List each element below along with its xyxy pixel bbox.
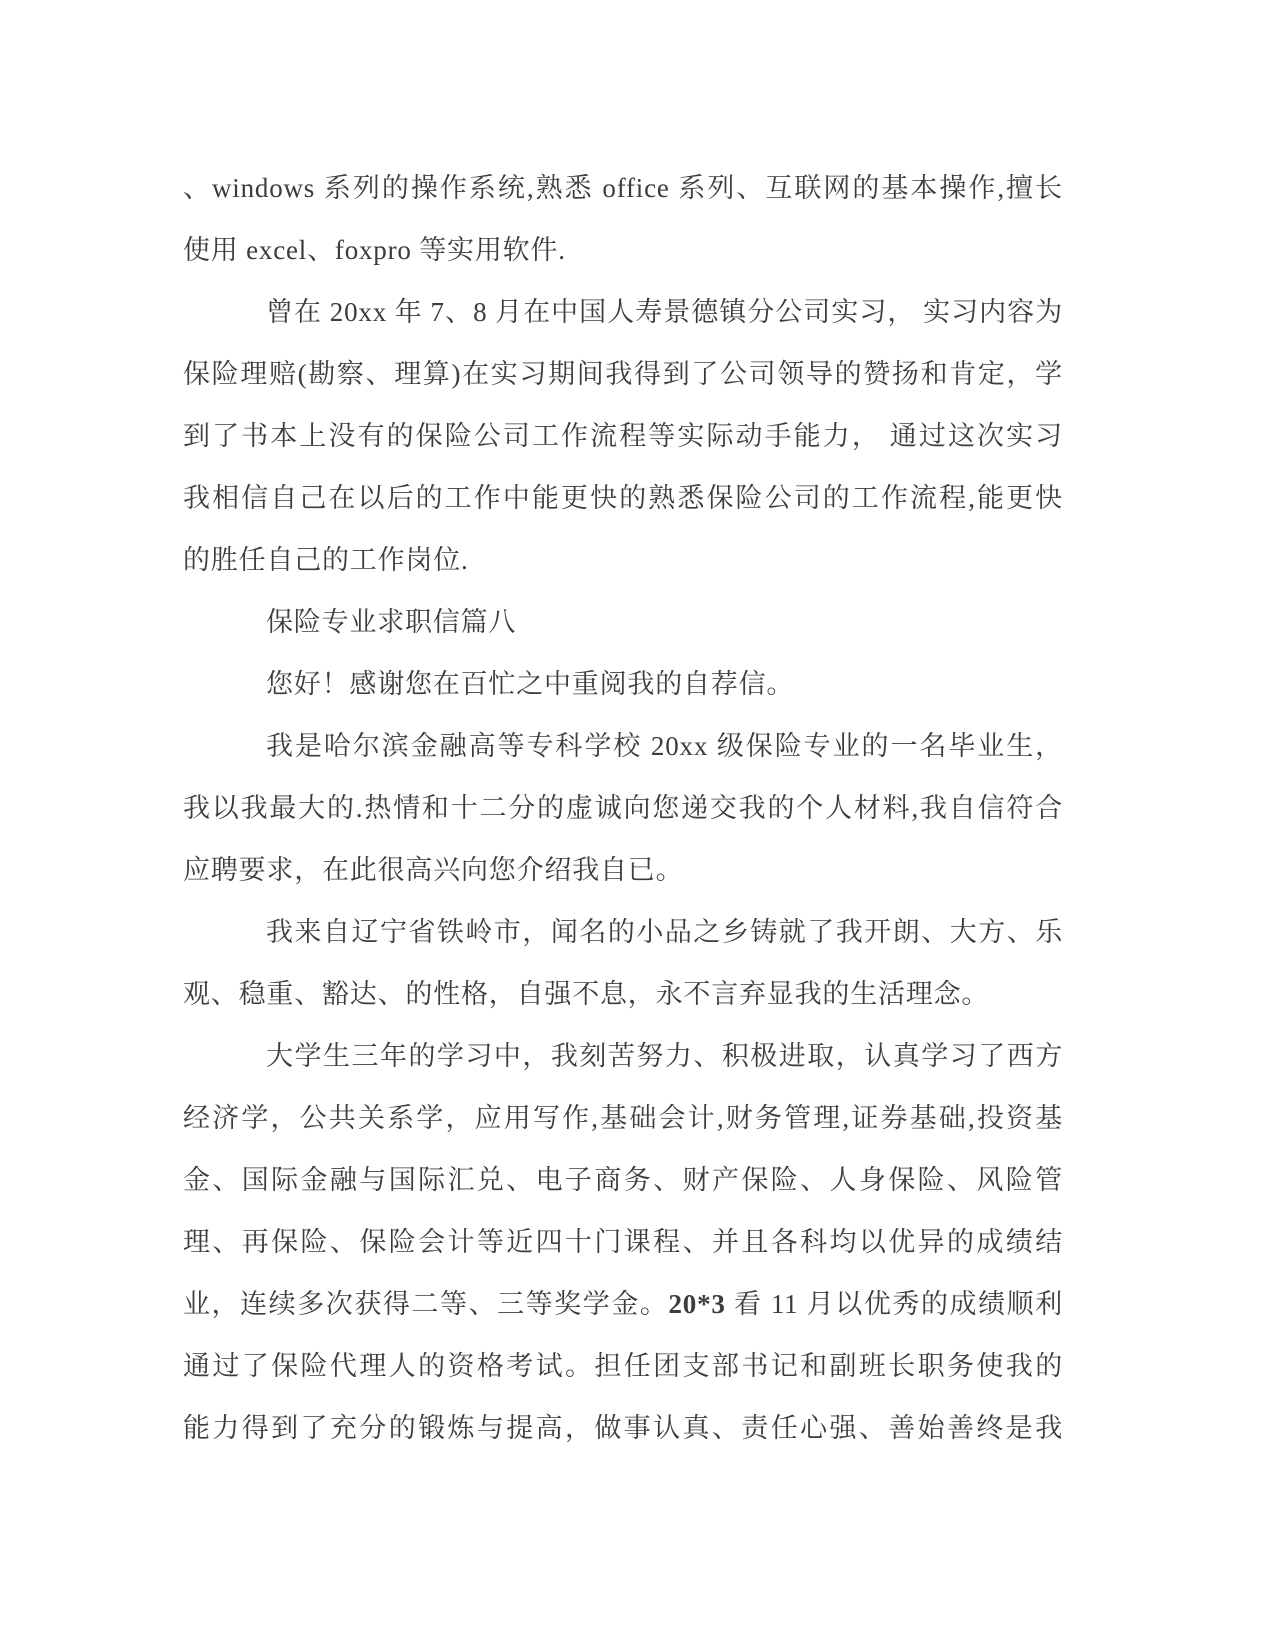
text-line: 使用 excel、foxpro 等实用软件. xyxy=(183,235,566,265)
text-line: 我来自辽宁省铁岭市，闻名的小品之乡铸就了我开朗、大方、乐 xyxy=(266,917,1063,947)
bold-text-segment: 20*3 xyxy=(668,1289,726,1319)
text-line: 理、再保险、保险会计等近四十门课程、并且各科均以优异的成绩结 xyxy=(183,1227,1063,1257)
section-title-line: 保险专业求职信篇八 xyxy=(266,607,517,637)
document-text-block xyxy=(183,157,1063,1459)
text-line: 您好！感谢您在百忙之中重阅我的自荐信。 xyxy=(266,669,795,699)
text-line: 到了书本上没有的保险公司工作流程等实际动手能力， 通过这次实习 xyxy=(183,421,1063,451)
text-line: 通过了保险代理人的资格考试。担任团支部书记和副班长职务使我的 xyxy=(183,1351,1063,1381)
text-line: 曾在 20xx 年 7、8 月在中国人寿景德镇分公司实习， 实习内容为 xyxy=(266,297,1063,327)
text-line: 大学生三年的学习中，我刻苦努力、积极进取，认真学习了西方 xyxy=(266,1041,1063,1071)
text-line: 我以我最大的.热情和十二分的虚诚向您递交我的个人材料,我自信符合 xyxy=(183,793,1063,823)
text-line: 我相信自己在以后的工作中能更快的熟悉保险公司的工作流程,能更快 xyxy=(183,483,1063,513)
text-line: 应聘要求，在此很高兴向您介绍我自已。 xyxy=(183,855,684,885)
text-segment: 业，连续多次获得二等、三等奖学金。 xyxy=(183,1289,669,1319)
text-line: 的胜任自己的工作岗位. xyxy=(183,545,469,575)
text-line xyxy=(183,1273,1063,1335)
text-line: 我是哈尔滨金融高等专科学校 20xx 级保险专业的一名毕业生， xyxy=(266,731,1063,761)
text-line: 、windows 系列的操作系统,熟悉 office 系列、互联网的基本操作,擅长 xyxy=(183,173,1063,203)
text-line: 能力得到了充分的锻炼与提高，做事认真、责任心强、善始善终是我 xyxy=(183,1413,1063,1443)
text-line: 观、稳重、豁达、的性格，自强不息，永不言弃显我的生活理念。 xyxy=(183,979,990,1009)
text-segment: 看 11 月以优秀的成绩顺利 xyxy=(725,1289,1063,1319)
text-line: 经济学，公共关系学，应用写作,基础会计,财务管理,证券基础,投资基 xyxy=(183,1103,1063,1133)
text-line: 金、国际金融与国际汇兑、电子商务、财产保险、人身保险、风险管 xyxy=(183,1165,1063,1195)
text-line: 保险理赔(勘察、理算)在实习期间我得到了公司领导的赞扬和肯定，学 xyxy=(183,359,1063,389)
